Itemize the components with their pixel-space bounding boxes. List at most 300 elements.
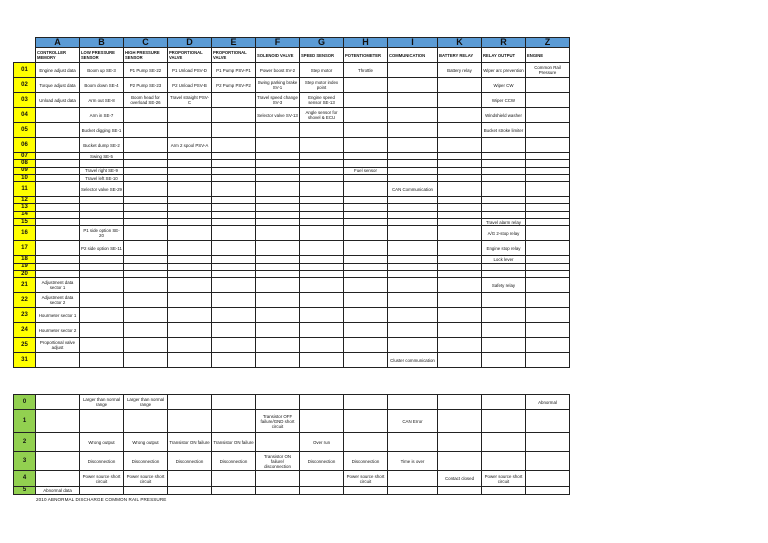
fault-cell <box>388 471 438 487</box>
table-cell <box>344 182 388 197</box>
table-row <box>14 63 570 78</box>
table-row <box>14 211 570 218</box>
table-cell <box>212 108 256 123</box>
fault-cell <box>482 452 526 471</box>
table-cell <box>344 138 388 153</box>
table-cell <box>256 197 300 204</box>
table-cell <box>212 153 256 160</box>
table-cell <box>344 197 388 204</box>
fault-cell <box>36 395 80 410</box>
row-code: 15 <box>14 219 36 226</box>
fault-code: 4 <box>14 471 36 487</box>
fault-cell: Larger than normal range <box>124 395 168 410</box>
table-cell <box>124 219 168 226</box>
row-code: 11 <box>14 182 36 197</box>
table-cell <box>36 160 80 167</box>
fault-row <box>14 471 570 487</box>
table-cell: Engine adjust data <box>36 63 80 78</box>
table-cell <box>80 338 124 353</box>
table-cell <box>256 353 300 368</box>
table-cell <box>256 226 300 241</box>
table-cell <box>36 108 80 123</box>
table-cell <box>344 241 388 256</box>
table-cell: Swing SE-5 <box>80 153 124 160</box>
table-cell <box>344 226 388 241</box>
table-row <box>14 108 570 123</box>
table-cell <box>526 219 570 226</box>
table-cell <box>482 270 526 277</box>
table-cell <box>124 270 168 277</box>
row-code: 01 <box>14 63 36 78</box>
fault-cell <box>344 410 388 433</box>
table-cell <box>438 211 482 218</box>
table-cell <box>344 353 388 368</box>
table-cell <box>482 153 526 160</box>
table-cell: Travel right SE-9 <box>80 167 124 174</box>
table-cell <box>124 108 168 123</box>
table-cell <box>388 270 438 277</box>
table-row <box>14 138 570 153</box>
fault-cell <box>212 471 256 487</box>
table-cell: Selector valve SE-29 <box>80 182 124 197</box>
table-cell <box>212 226 256 241</box>
table-cell <box>526 138 570 153</box>
table-cell <box>168 219 212 226</box>
table-cell <box>36 174 80 181</box>
table-cell <box>36 211 80 218</box>
table-cell <box>482 308 526 323</box>
table-cell <box>300 182 344 197</box>
table-cell <box>438 174 482 181</box>
table-cell <box>36 182 80 197</box>
fault-cell: Disconnection <box>168 452 212 471</box>
table-cell <box>80 308 124 323</box>
table-cell: P1 Pump SE-22 <box>124 63 168 78</box>
row-code: 05 <box>14 123 36 138</box>
table-cell <box>300 323 344 338</box>
table-cell <box>344 338 388 353</box>
fault-cell <box>300 410 344 433</box>
table-cell <box>80 256 124 263</box>
table-cell <box>168 174 212 181</box>
table-cell <box>388 338 438 353</box>
table-cell <box>482 167 526 174</box>
table-cell: Arm in SE-7 <box>80 108 124 123</box>
table-cell <box>36 226 80 241</box>
table-cell <box>438 256 482 263</box>
fault-cell: Power source short circuit <box>482 471 526 487</box>
table-cell <box>344 293 388 308</box>
fault-cell <box>256 433 300 452</box>
table-cell <box>256 338 300 353</box>
table-cell <box>344 256 388 263</box>
table-cell <box>438 153 482 160</box>
table-cell <box>124 211 168 218</box>
table-cell <box>168 353 212 368</box>
table-row <box>14 278 570 293</box>
table-cell: P1 Pump PSV-P1 <box>212 63 256 78</box>
table-cell <box>526 78 570 93</box>
table-cell <box>212 182 256 197</box>
fault-cell <box>36 433 80 452</box>
fault-cell: Disconnection <box>124 452 168 471</box>
table-cell <box>300 308 344 323</box>
row-code: 06 <box>14 138 36 153</box>
fault-cell: Transistor ON failure/ disconnection <box>256 452 300 471</box>
row-code: 25 <box>14 338 36 353</box>
fault-cell: CAN Error <box>388 410 438 433</box>
fault-row <box>14 410 570 433</box>
table-cell <box>80 293 124 308</box>
column-title: COMMUNICATION <box>388 48 438 63</box>
table-cell <box>256 278 300 293</box>
fault-cell <box>300 487 344 495</box>
fault-cell: Power source short circuit <box>124 471 168 487</box>
table-cell <box>526 338 570 353</box>
table-cell <box>212 138 256 153</box>
fault-cell <box>212 410 256 433</box>
table-cell <box>300 204 344 211</box>
table-cell <box>526 263 570 270</box>
column-title: HIGH PRESSURE SENSOR <box>124 48 168 63</box>
fault-code: 5 <box>14 487 36 495</box>
column-title: SPEED SENSOR <box>300 48 344 63</box>
fault-cell: Transistor OFF failure/GND short circuit <box>256 410 300 433</box>
table-cell <box>526 197 570 204</box>
table-cell <box>212 167 256 174</box>
table-cell <box>168 323 212 338</box>
table-cell <box>438 108 482 123</box>
table-cell <box>168 108 212 123</box>
table-cell <box>124 226 168 241</box>
table-cell: P2 side option SE-11 <box>80 241 124 256</box>
table-cell <box>256 160 300 167</box>
table-cell <box>212 308 256 323</box>
row-code: 22 <box>14 293 36 308</box>
table-cell <box>80 270 124 277</box>
table-cell: Swing parking brake SV-1 <box>256 78 300 93</box>
table-cell <box>36 241 80 256</box>
table-cell <box>526 293 570 308</box>
table-cell: Engine speed sensor SE-13 <box>300 93 344 108</box>
table-cell <box>526 123 570 138</box>
table-cell <box>526 323 570 338</box>
fault-cell: Power source short circuit <box>344 471 388 487</box>
table-cell <box>388 226 438 241</box>
table-cell <box>124 123 168 138</box>
table-cell <box>526 204 570 211</box>
table-cell <box>124 153 168 160</box>
fault-cell: Disconnection <box>80 452 124 471</box>
table-cell <box>36 256 80 263</box>
code-table <box>13 37 570 368</box>
table-cell <box>36 138 80 153</box>
table-cell: P2 Pump SE-23 <box>124 78 168 93</box>
table-cell <box>256 323 300 338</box>
fault-cell <box>438 410 482 433</box>
fault-row <box>14 395 570 410</box>
row-code: 09 <box>14 167 36 174</box>
fault-cell: Abnormal <box>526 395 570 410</box>
column-letter: K <box>438 38 482 48</box>
table-cell <box>300 256 344 263</box>
table-cell <box>212 256 256 263</box>
table-cell: Boom head for overload SE-26 <box>124 93 168 108</box>
table-cell <box>80 197 124 204</box>
table-cell <box>344 160 388 167</box>
table-cell: CAN Communication <box>388 182 438 197</box>
row-code: 02 <box>14 78 36 93</box>
fault-cell <box>124 487 168 495</box>
corner-cell <box>14 38 36 48</box>
table-cell <box>438 123 482 138</box>
table-cell: Battery relay <box>438 63 482 78</box>
fault-cell: Transistor ON failure <box>168 433 212 452</box>
table-cell <box>300 211 344 218</box>
table-cell <box>526 93 570 108</box>
table-cell <box>212 338 256 353</box>
table-cell <box>482 353 526 368</box>
table-cell <box>438 278 482 293</box>
table-cell: A/G 2-stop relay <box>482 226 526 241</box>
row-code: 08 <box>14 160 36 167</box>
table-cell <box>256 256 300 263</box>
table-cell <box>438 138 482 153</box>
fault-cell <box>482 395 526 410</box>
table-cell <box>256 138 300 153</box>
table-cell <box>212 123 256 138</box>
table-cell: Travel left SE-10 <box>80 174 124 181</box>
table-cell <box>388 278 438 293</box>
table-cell <box>300 174 344 181</box>
table-row <box>14 256 570 263</box>
column-letter: G <box>300 38 344 48</box>
table-cell: Wiper CCW <box>482 93 526 108</box>
table-cell <box>344 153 388 160</box>
fault-cell: Over run <box>300 433 344 452</box>
table-cell: Travel straight PSV-C <box>168 93 212 108</box>
table-cell <box>344 270 388 277</box>
fault-cell: Contact closed <box>438 471 482 487</box>
table-cell <box>438 263 482 270</box>
table-cell <box>212 160 256 167</box>
fault-cell <box>438 452 482 471</box>
table-cell <box>526 278 570 293</box>
table-cell: Torque adjust data <box>36 78 80 93</box>
table-row <box>14 160 570 167</box>
fault-cell <box>344 433 388 452</box>
table-cell <box>168 211 212 218</box>
table-row <box>14 174 570 181</box>
table-cell <box>388 160 438 167</box>
table-cell <box>388 153 438 160</box>
table-cell <box>388 63 438 78</box>
fault-cell <box>344 395 388 410</box>
row-code: 24 <box>14 323 36 338</box>
table-row <box>14 197 570 204</box>
table-cell <box>482 263 526 270</box>
column-title: PROPORTIONAL VALVE <box>212 48 256 63</box>
row-code: 18 <box>14 256 36 263</box>
table-cell <box>168 263 212 270</box>
table-cell <box>80 353 124 368</box>
table-cell <box>388 204 438 211</box>
table-cell <box>124 263 168 270</box>
table-cell <box>124 174 168 181</box>
table-cell: Step motor <box>300 63 344 78</box>
table-cell <box>438 167 482 174</box>
table-cell <box>388 263 438 270</box>
table-cell <box>300 263 344 270</box>
column-title: BATTERY RELAY <box>438 48 482 63</box>
table-cell <box>438 78 482 93</box>
table-cell <box>168 278 212 293</box>
fault-cell <box>526 471 570 487</box>
row-code: 03 <box>14 93 36 108</box>
table-cell <box>256 123 300 138</box>
table-cell: P2 Unload PSV-B <box>168 78 212 93</box>
table-cell <box>482 323 526 338</box>
fault-cell <box>388 487 438 495</box>
table-row <box>14 153 570 160</box>
fault-cell <box>482 410 526 433</box>
fault-cell <box>526 410 570 433</box>
table-cell <box>300 160 344 167</box>
table-cell: Fuel sensor <box>344 167 388 174</box>
fault-cell <box>526 487 570 495</box>
column-title: CONTROLLER MEMORY <box>36 48 80 63</box>
column-title-row <box>14 48 570 63</box>
table-cell <box>212 241 256 256</box>
table-cell <box>80 323 124 338</box>
row-code: 16 <box>14 226 36 241</box>
column-title: POTENTIOMETER <box>344 48 388 63</box>
table-cell <box>388 123 438 138</box>
row-code: 12 <box>14 197 36 204</box>
column-letter: A <box>36 38 80 48</box>
table-cell <box>344 93 388 108</box>
table-cell <box>388 167 438 174</box>
table-cell <box>482 160 526 167</box>
fault-cell <box>438 395 482 410</box>
fault-cell <box>256 395 300 410</box>
table-cell: Bucket digging SE-1 <box>80 123 124 138</box>
table-cell <box>36 197 80 204</box>
table-cell <box>124 353 168 368</box>
table-cell <box>256 293 300 308</box>
table-cell <box>526 174 570 181</box>
table-cell: Unload adjust data <box>36 93 80 108</box>
fault-cell <box>80 410 124 433</box>
table-cell <box>344 211 388 218</box>
fault-cell <box>388 395 438 410</box>
table-cell <box>300 197 344 204</box>
table-cell <box>212 293 256 308</box>
table-cell: Selector valve SV-13 <box>256 108 300 123</box>
table-cell <box>124 278 168 293</box>
table-cell: Adjustment data sector 2 <box>36 293 80 308</box>
table-cell <box>168 256 212 263</box>
fault-cell: Power source short circuit <box>80 471 124 487</box>
table-cell <box>300 123 344 138</box>
table-cell <box>212 197 256 204</box>
table-cell <box>124 182 168 197</box>
column-title: PROPORTIONAL VALVE <box>168 48 212 63</box>
table-row <box>14 204 570 211</box>
fault-cell <box>482 433 526 452</box>
table-cell <box>438 160 482 167</box>
table-cell <box>124 160 168 167</box>
table-cell <box>212 93 256 108</box>
table-row <box>14 182 570 197</box>
table-cell: Adjustment data sector 1 <box>36 278 80 293</box>
table-row <box>14 353 570 368</box>
table-cell: Travel alarm relay <box>482 219 526 226</box>
row-code: 14 <box>14 211 36 218</box>
table-cell <box>168 153 212 160</box>
table-cell <box>482 197 526 204</box>
table-cell <box>168 123 212 138</box>
table-cell <box>300 219 344 226</box>
table-cell <box>168 182 212 197</box>
fault-cell: Wrong output <box>124 433 168 452</box>
table-cell <box>300 153 344 160</box>
table-cell <box>300 167 344 174</box>
table-cell: Common Rail Pressure <box>526 63 570 78</box>
table-cell <box>168 270 212 277</box>
table-cell <box>212 353 256 368</box>
column-letter: B <box>80 38 124 48</box>
table-cell <box>168 197 212 204</box>
table-cell <box>388 211 438 218</box>
table-cell <box>256 263 300 270</box>
table-cell <box>300 270 344 277</box>
table-cell <box>36 353 80 368</box>
fault-code: 2 <box>14 433 36 452</box>
fault-cell <box>36 452 80 471</box>
table-cell <box>256 219 300 226</box>
fault-cell: Disconnection <box>344 452 388 471</box>
column-title: ENGINE <box>526 48 570 63</box>
table-cell <box>388 174 438 181</box>
table-cell <box>168 204 212 211</box>
table-cell <box>168 226 212 241</box>
table-cell <box>80 219 124 226</box>
table-cell <box>168 293 212 308</box>
table-cell <box>344 308 388 323</box>
fault-cell <box>168 487 212 495</box>
table-cell <box>388 256 438 263</box>
footer-note: 2010 ABNORMAL DISCHARGE COMMON RAIL PRESSURE <box>36 497 167 502</box>
row-code: 19 <box>14 263 36 270</box>
row-code: 17 <box>14 241 36 256</box>
table-row <box>14 293 570 308</box>
table-cell: Hourmeter sector 1 <box>36 308 80 323</box>
row-code: 23 <box>14 308 36 323</box>
row-code: 07 <box>14 153 36 160</box>
table-cell <box>438 308 482 323</box>
table-cell <box>212 219 256 226</box>
fault-code: 0 <box>14 395 36 410</box>
table-cell: Hourmeter sector 2 <box>36 323 80 338</box>
table-cell <box>438 338 482 353</box>
column-title: RELAY OUTPUT <box>482 48 526 63</box>
table-cell <box>482 204 526 211</box>
table-cell <box>256 204 300 211</box>
table-row <box>14 308 570 323</box>
table-cell <box>256 270 300 277</box>
table-cell <box>80 204 124 211</box>
